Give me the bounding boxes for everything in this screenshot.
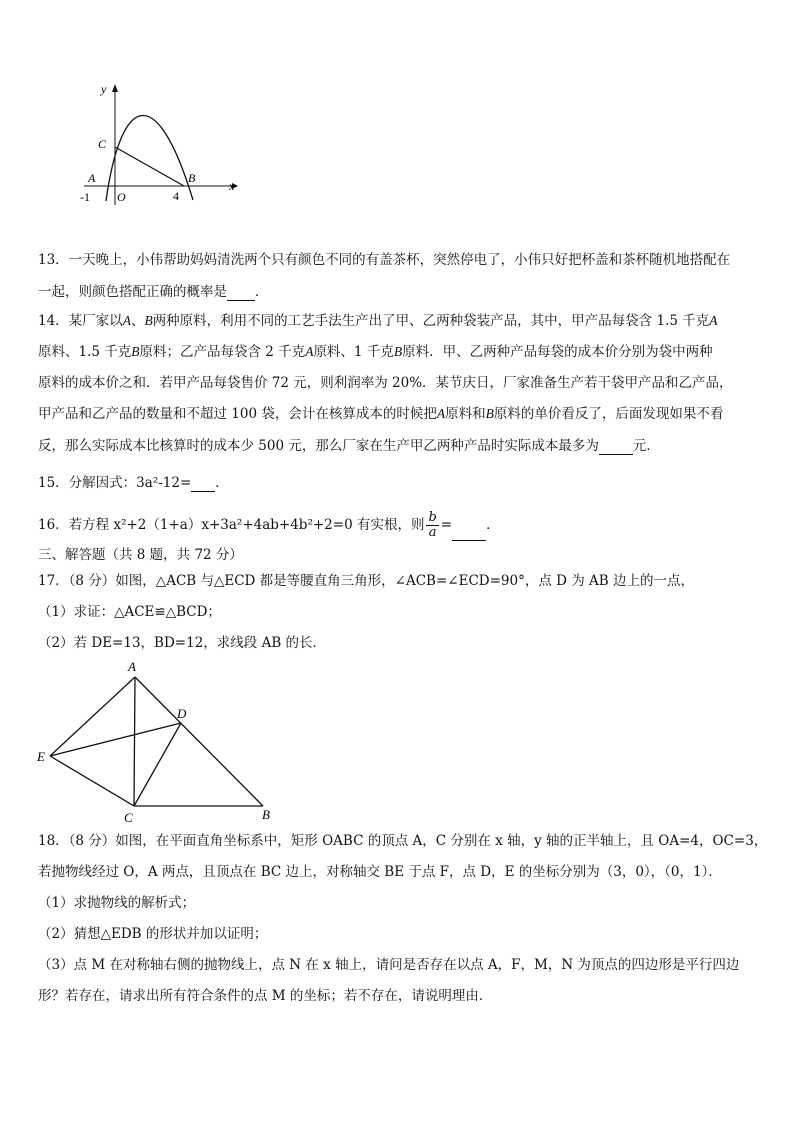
parabola-curve [106,115,193,201]
q14-text: 反，那么实际成本比核算时的成本少 500 元，那么厂家在生产甲乙两种产品时实际成本最多为 [38,438,599,454]
q18-part3-line2: 形？若存在，请求出所有符合条件的点 M 的坐标；若不存在，请说明理由． [38,988,493,1004]
section-heading: 三、解答题（共 8 题，共 72 分） [38,547,243,563]
q14-text: 甲产品和乙产品的数量和不超过 100 袋，会计在核算成本的时候把 [38,406,437,422]
label-A: A [128,659,136,674]
label-x: x [229,179,235,193]
q14-text: 14．某厂家以 [38,313,123,329]
q14-text: 原料．甲、乙两种产品每袋的成本价分别为袋中两种 [402,344,713,360]
q14-var-A: A [709,313,718,328]
segment-AB [135,677,263,806]
q18-line1: 18．（8 分）如图，在平面直角坐标系中，矩形 OABC 的顶点 A，C 分别在 x 轴，y 轴的正半轴上，且 OA=4，OC=3， [38,833,768,849]
q14-var-A: A [122,313,131,328]
segment-EC [50,756,134,806]
label-C: C [124,810,133,825]
q17-part1: （1）求证：△ACE≌△BCD； [38,604,221,620]
segment-AC [134,677,135,806]
triangles-figure [30,656,290,826]
q18-part2: （2）猜想△EDB 的形状并加以证明； [38,926,268,942]
q16-equals: = [440,517,453,533]
q15-text: 15．分解因式：3a²-12= [38,475,192,491]
q14-line2 [38,343,713,361]
q14-text: 原料、1.5 千克 [38,344,132,360]
parabola-figure [70,80,250,210]
q14-text: 两种原料，利用不同的工艺手法生产出了甲、乙两种袋装产品，其中，甲产品每袋含 1.5 千克 [152,313,710,329]
label-B: B [262,807,270,822]
q14-text: 原料的单价看反了，后面发现如果不看 [493,406,724,422]
q14-text: 原料和 [445,406,486,422]
q14-var-B: B [393,344,403,359]
q16-line [38,508,500,541]
label-y: y [101,82,107,96]
q14-text: 、 [130,313,145,329]
segment-CD [134,723,181,806]
q13-answer-blank[interactable] [227,282,255,301]
q14-tail: 元． [632,438,660,454]
q13-text: 一起，则颜色搭配正确的概率是 [38,284,227,300]
label-neg1: -1 [80,190,90,204]
label-C: C [98,137,107,151]
segment-EA [50,677,135,756]
q16-fraction [426,511,438,540]
fraction-denominator: a [428,525,437,540]
q17-part2: （2）若 DE=13，BD=12，求线段 AB 的长． [38,635,327,651]
segment-CB [115,147,184,186]
label-B: B [188,171,196,185]
q13-line2 [38,282,269,301]
q18-part1: （1）求抛物线的解析式； [38,895,196,911]
label-O: O [117,190,126,204]
q13-line1: 13．一天晚上，小伟帮助妈妈清洗两个只有颜色不同的有盖茶杯，突然停电了，小伟只好把杯盖和茶杯随机地搭配在 [38,252,731,268]
label-D: D [177,706,187,721]
q16-text: 16．若方程 x²+2（1+a）x+3a²+4ab+4b²+2=0 有实根，则 [38,517,425,533]
q14-line1 [38,312,718,330]
label-E: E [37,749,45,764]
fraction-numerator: b [428,510,437,525]
q14-var-A: A [436,406,446,421]
q15-tail: ． [215,475,229,491]
label-4: 4 [173,189,179,203]
segment-ED [50,723,181,756]
q15-answer-blank[interactable] [191,473,215,492]
q14-var-B: B [485,406,494,421]
q16-tail: ． [486,517,500,533]
q18-line2: 若抛物线经过 O，A 两点，且顶点在 BC 边上，对称轴交 BE 于点 F，点 D，E 的坐标分别为（3，0），（0，1）． [38,864,722,880]
q14-var-A: A [305,344,314,359]
q18-part3-line1: （3）点 M 在对称轴右侧的抛物线上，点 N 在 x 轴上，请问是否存在以点 A，F，M，N 为顶点的四边形是平行四边 [38,957,740,973]
q17-line1: 17．（8 分）如图，△ACB 与△ECD 都是等腰直角三角形，∠ACB=∠ECD=90°，点 D 为 AB 边上的一点， [38,573,695,589]
q16-answer-blank[interactable] [452,508,486,541]
q14-line3: 原料的成本价之和．若甲产品每袋售价 72 元，则利润率为 20%．某节庆日，厂家准备生产若干袋甲产品和乙产品， [38,375,733,391]
q14-text: 原料、1 千克 [313,344,394,360]
q14-line5 [38,436,660,455]
q13-tail: ． [255,284,269,300]
q14-text: 原料；乙产品每袋含 2 千克 [139,344,306,360]
label-A: A [88,171,96,185]
q14-var-B: B [131,344,140,359]
q15-line [38,473,229,492]
q14-answer-blank[interactable] [599,436,633,455]
q14-var-B: B [144,313,153,328]
y-axis-arrow-icon [112,84,118,92]
q14-line4 [38,405,723,423]
